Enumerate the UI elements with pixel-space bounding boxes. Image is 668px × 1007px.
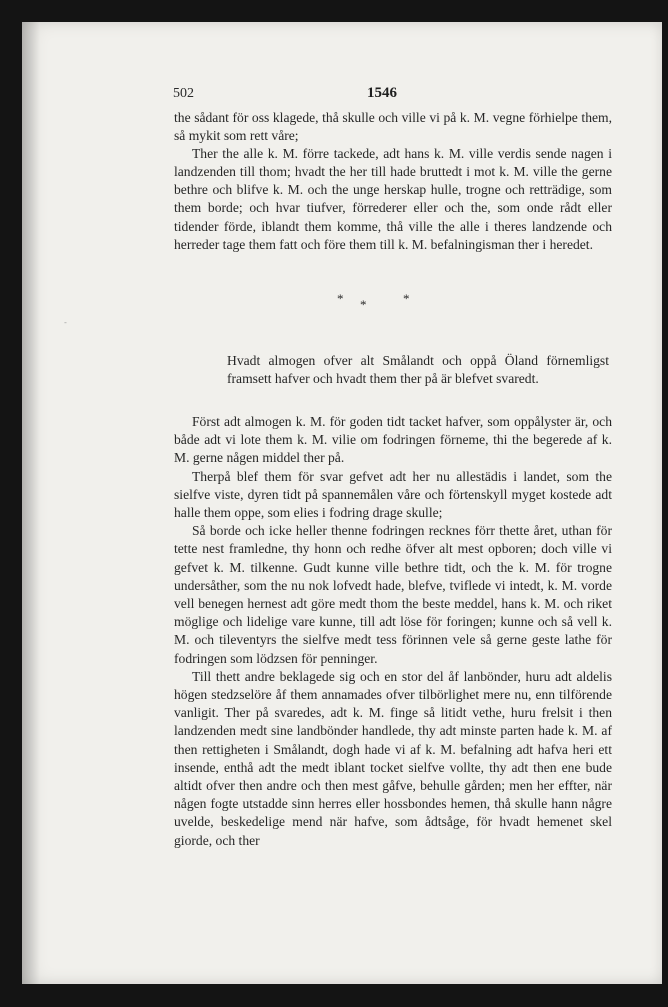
- margin-mark: -: [64, 318, 67, 327]
- page-gutter-shadow: [22, 22, 40, 984]
- paragraph-continuation: the sådant för oss klagede, thå skulle och ville vi på k. M. vegne förhielpe them, så mykit som rett våre;: [174, 110, 612, 144]
- paragraph: Först adt almogen k. M. för goden tidt tacket hafver, som oppålyster är, och både adt vi lote them k. M. vilie om fodringen förneme, thi the begerede af k. M. gerne någen middel ther på.: [174, 414, 612, 466]
- section-heading-text: Hvadt almogen ofver alt Smålandt och oppå Öland förnemligst framsett hafver och hvadt them ther på är blefvet svaredt.: [227, 353, 609, 387]
- asterisk: *: [403, 291, 410, 306]
- page-number: 502: [173, 86, 194, 101]
- paragraph: Till thett andre beklagede sig och en stor del åf lanbönder, huru adt aldelis högen stedzselöre åf them annamades ofver tilbörlighet mere nu, enn tilförende vanligit. Ther på svaredes, adt k. M. finge så litidt vethe, huru frelsit i then landzenden medt sine landbönder handlede, thy adt minste parten hade k. M. af then rettigheten i Smålandt, dogh hade vi af k. M. befalning adt hafva heri ett insende, enthå adt the medt iblant tocket sielfve vollte, thy adt then ene bude altidt ofver then andre och then mest gåfve, behulle gården; men her effter, när någen fogte utstadde sinn herres eller hossbondes hemen, thå skulle hann någre uvelde, beskedelige mend när hafve, som ådtsåge, för hvadt hemenet skel giorde, och ther: [174, 668, 612, 848]
- running-head-year: 1546: [367, 85, 397, 101]
- paragraph: Therpå blef them för svar gefvet adt her nu allestädis i landet, som the sielfve viste, dyren tidt på spannemålen våre och förtenskyll myget kostede adt halle them oppe, som elies i fodring drage skulle;: [174, 468, 612, 521]
- section-heading: [227, 352, 609, 388]
- paragraph: Så borde och icke heller thenne fodringen recknes förr thette året, uthan för tette nest framledne, thy honn och redhe öfver alt mest opboren; doch ville vi gefvet k. M. tilkenne. Gudt kunne ville bethre tidt, och the k. M. för trogne undersåther, som the nu nok lofvedt hade, blefve, tviflede vi intedt, k. M. vorde vell benegen hernest adt göre medt thom the beste meddel, hans k. M. och riket möglige och lidelige vare kunne, till adt löse för foringen; kunne och så vell k. M. och tileventyrs the sielfve medt tess förinnen vele så gerne geste lathe för fodringen som lödzsen för penninger.: [174, 523, 612, 666]
- section-separator-asterisks: [174, 291, 612, 313]
- paragraph: Ther the alle k. M. förre tackede, adt hans k. M. ville verdis sende nagen i landzenden till thom; hvadt the her till hade bruttedt i mot k. M. ville the gerne bethre och blifve k. M. och the unge herskap hulle, trogne och retträdige, som them borde; och hvar tiufver, förrederer eller och the, som onde rådt eller tidender förde, iblandt them komme, thå ville the alle i theres landzende och herreder tage them fatt och före them till k. M. befalningisman ther i heredet.: [174, 146, 612, 252]
- text-block-body: [174, 413, 612, 850]
- asterisk: *: [337, 291, 344, 306]
- text-block-top: [174, 109, 612, 254]
- asterisk: *: [360, 297, 367, 312]
